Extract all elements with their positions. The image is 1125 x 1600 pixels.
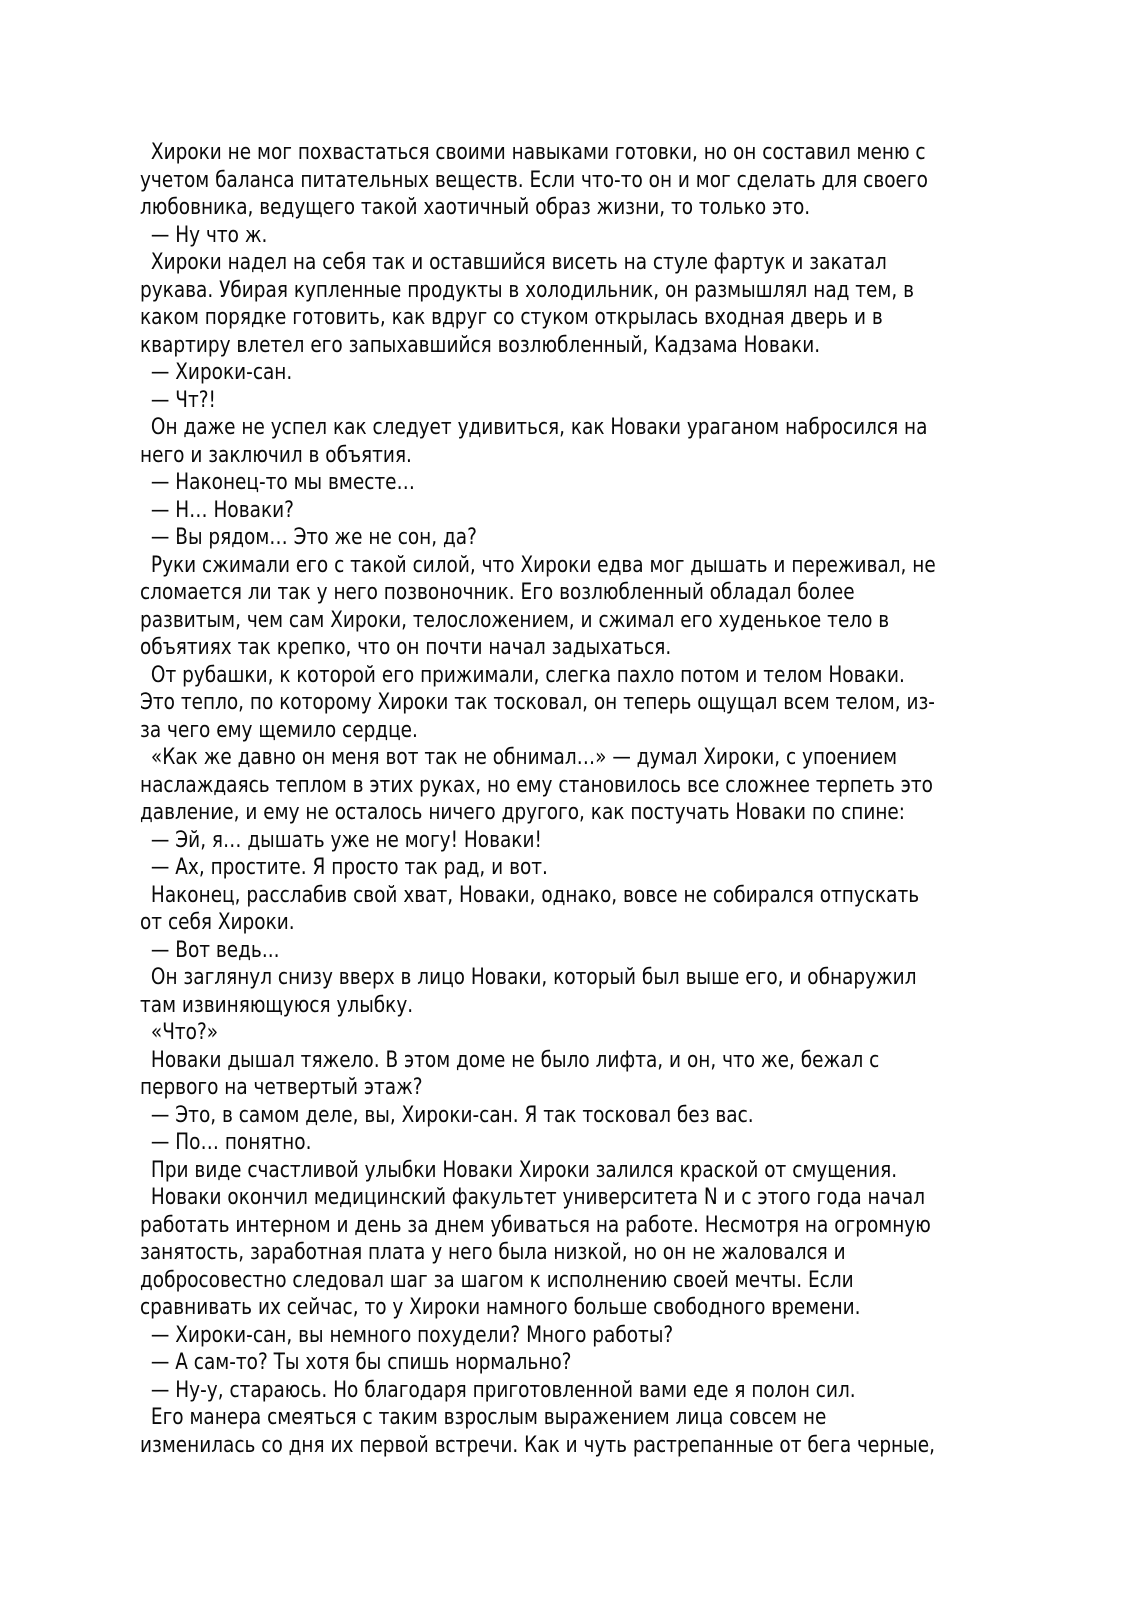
text-line: Это тепло, по которому Хироки так тосковал, он теперь ощущал всем телом, из- (140, 690, 935, 715)
text-line: При виде счастливой улыбки Новаки Хироки залился краской от смущения. (150, 1157, 898, 1183)
text-line: сломается ли так у него позвоночник. Его возлюбленный обладал более (140, 580, 855, 605)
text-line: — Ну-у, стараюсь. Но благодаря приготовленной вами еде я полон сил. (150, 1377, 856, 1403)
text-line: — Хироки-сан. (150, 360, 293, 385)
text-line: — А сам-то? Ты хотя бы спишь нормально? (150, 1350, 572, 1375)
text-line: — Ах, простите. Я просто так рад, и вот. (150, 855, 548, 880)
text-line: Хироки не мог похвастаться своими навыками готовки, но он составил меню с (150, 140, 926, 165)
text-line: развитым, чем сам Хироки, телосложением, и сжимал его худенькое тело в (140, 607, 890, 633)
text-line: от себя Хироки. (140, 910, 295, 935)
text-line: Новаки окончил медицинский факультет университета N и с этого года начал (150, 1185, 926, 1210)
text-line: добросовестно следовал шаг за шагом к исполнению своей мечты. Если (140, 1267, 854, 1293)
text-line: — Н… Новаки? (150, 497, 294, 523)
text-line: «Как же давно он меня вот так не обнимал…» — думал Хироки, с упоением (150, 745, 898, 770)
text-line: — По… понятно. (150, 1130, 312, 1155)
text-line: любовника, ведущего такой хаотичный образ жизни, то только это. (140, 195, 811, 220)
text-line: — Чт?! (150, 387, 216, 413)
text-line: Хироки надел на себя так и оставшийся висеть на стуле фартук и закатал (150, 250, 887, 275)
text-line: — Это, в самом деле, вы, Хироки-сан. Я так тосковал без вас. (150, 1102, 754, 1128)
text-line: работать интерном и день за днем убиваться на работе. Несмотря на огромную (140, 1212, 931, 1238)
text-line: первого на четвертый этаж? (140, 1075, 423, 1100)
text-line: занятость, заработная плата у него была низкой, но он не жаловался и (140, 1240, 846, 1265)
text-line: Он заглянул снизу вверх в лицо Новаки, который был выше его, и обнаружил (150, 965, 917, 990)
text-line: каком порядке готовить, как вдруг со стуком открылась входная дверь и в (140, 305, 883, 330)
text-line: учетом баланса питательных веществ. Если что-то он и мог сделать для своего (140, 167, 928, 193)
text-line: — Вы рядом… Это же не сон, да? (150, 525, 477, 550)
text-block (140, 139, 1125, 1459)
text-line: изменилась со дня их первой встречи. Как и чуть растрепанные от бега черные, (140, 1432, 935, 1458)
text-line: От рубашки, к которой его прижимали, слегка пахло потом и телом Новаки. (150, 662, 905, 688)
text-line: Наконец, расслабив свой хват, Новаки, однако, вовсе не собирался отпускать (150, 882, 920, 908)
text-line: объятиях так крепко, что он почти начал задыхаться. (140, 635, 672, 660)
text-line: него и заключил в объятия. (140, 442, 412, 468)
text-line: Он даже не успел как следует удивиться, как Новаки ураганом набросился на (150, 415, 928, 440)
text-line: рукава. Убирая купленные продукты в холодильник, он размышлял над тем, в (140, 277, 915, 303)
text-line: Новаки дышал тяжело. В этом доме не было лифта, и он, что же, бежал с (150, 1047, 880, 1073)
text-line: давление, и ему не осталось ничего другого, как постучать Новаки по спине: (140, 800, 906, 825)
text-line: наслаждаясь теплом в этих руках, но ему становилось все сложнее терпеть это (140, 772, 933, 798)
text-line: за чего ему щемило сердце. (140, 717, 418, 743)
text-line: — Хироки-сан, вы немного похудели? Много работы? (150, 1322, 674, 1348)
text-line: — Эй, я… дышать уже не могу! Новаки! (150, 827, 542, 853)
text-line: Руки сжимали его с такой силой, что Хироки едва мог дышать и переживал, не (150, 552, 936, 578)
text-line: — Ну что ж. (150, 222, 268, 248)
text-line: — Наконец-то мы вместе… (150, 470, 415, 495)
text-line: Его манера смеяться с таким взрослым выражением лица совсем не (150, 1405, 827, 1430)
text-line: квартиру влетел его запыхавшийся возлюбленный, Кадзама Новаки. (140, 332, 821, 358)
text-line: «Что?» (150, 1020, 219, 1045)
text-line: сравнивать их сейчас, то у Хироки намного больше свободного времени. (140, 1295, 861, 1320)
text-line: — Вот ведь... (150, 937, 280, 963)
text-line: там извиняющуюся улыбку. (140, 992, 414, 1018)
